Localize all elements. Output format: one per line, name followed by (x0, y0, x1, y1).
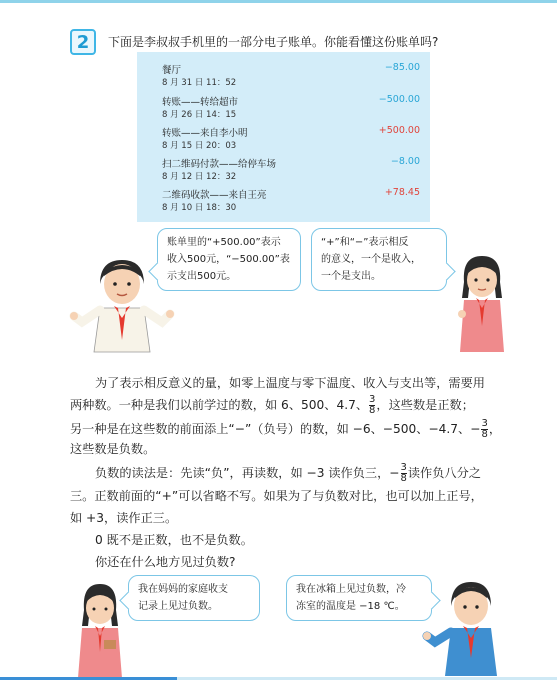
paragraph-line: 三。正数前面的“+”可以省略不写。如果为了与负数对比，也可以加上正号， (70, 489, 483, 503)
paragraph-line: 这些数是负数。 (70, 442, 156, 456)
fraction-numerator: 3 (481, 418, 488, 429)
fraction (481, 419, 487, 440)
bill-entry-time: 8 月 15 日 20：03 (162, 141, 237, 151)
bill-entry (162, 94, 420, 124)
bubble-line: 示支出500元。 (167, 271, 237, 282)
top-rule (0, 0, 557, 3)
bill-entry-amount: +78.45 (384, 187, 420, 198)
bubble-line: 我在冰箱上见过负数，冷 (296, 584, 406, 595)
text-run: 两种数。一种是我们以前学过的数，如 6、500、4.7、 (70, 398, 369, 412)
bill-entry-amount: −500.00 (378, 94, 420, 105)
problem-number-badge: 2 (70, 29, 96, 55)
bill-entry-amount: −85.00 (384, 62, 420, 73)
bubble-line: 账单里的“+500.00”表示 (167, 237, 281, 248)
girl-illustration (452, 252, 512, 357)
bill-entry-time: 8 月 10 日 18：30 (162, 203, 237, 213)
bill-entry (162, 62, 420, 92)
speech-bubble-girl-bottom (128, 575, 260, 621)
bill-entry-amount: −8.00 (390, 156, 420, 167)
bill-entry-time: 8 月 26 日 14：15 (162, 110, 237, 120)
paragraph-line (70, 394, 474, 416)
paragraph-line: 如 +3，读作正三。 (70, 511, 178, 525)
fraction-numerator: 3 (369, 394, 376, 405)
bill-entry-desc: 转账——转给超市 (162, 97, 239, 108)
bill-entry (162, 156, 420, 186)
bill-entry-time: 8 月 12 日 12：32 (162, 172, 237, 182)
text-run: ， (488, 422, 502, 436)
text-run: 读作负八分之 (407, 466, 481, 480)
fraction-numerator: 3 (400, 462, 407, 473)
bubble-line: 的意义，一个是收入， (321, 254, 421, 265)
bubble-line: 收入500元，“−500.00”表 (167, 254, 290, 265)
bill-entry-desc: 扫二维码付款——给停车场 (162, 159, 277, 170)
fraction (401, 463, 407, 484)
bubble-line: 我在妈妈的家庭收支 (138, 584, 228, 595)
bill-entry-desc: 二维码收款——来自王亮 (162, 190, 267, 201)
paragraph-line: 为了表示相反意义的量，如零上温度与零下温度、收入与支出等，需要用 (95, 376, 485, 390)
text-run: 另一种是在这些数的前面添上“−”（负号）的数，如 −6、−500、−4.7、− (70, 422, 481, 436)
speech-bubble-girl-top (311, 228, 447, 291)
speech-bubble-boy-top (157, 228, 301, 291)
fraction-denominator: 8 (400, 473, 407, 484)
bill-entry (162, 125, 420, 155)
bubble-line: “+”和“−”表示相反 (321, 237, 409, 248)
fraction-denominator: 8 (369, 405, 376, 416)
bubble-line: 一个是支出。 (321, 271, 381, 282)
bubble-line: 冻室的温度是 −18 ℃。 (296, 601, 405, 612)
fraction-denominator: 8 (481, 429, 488, 440)
girl-illustration-bottom (70, 582, 130, 678)
bill-entry-desc: 餐厅 (162, 65, 182, 76)
bill-entry-amount: +500.00 (378, 125, 420, 136)
problem-question: 下面是李叔叔手机里的一部分电子账单。你能看懂这份账单吗? (108, 35, 439, 49)
bill-entry-time: 8 月 31 日 11：52 (162, 78, 237, 88)
boy-illustration-bottom (425, 578, 515, 676)
text-run: ，这些数是正数； (376, 398, 474, 412)
paragraph-line (70, 418, 501, 440)
paragraph-line: 你还在什么地方见过负数? (95, 555, 236, 569)
bill-entry-desc: 转账——来自李小明 (162, 128, 248, 139)
paragraph-line (95, 462, 481, 484)
bubble-line: 记录上见过负数。 (138, 601, 218, 612)
text-run: 负数的读法是：先读“负”，再读数，如 −3 读作负三，− (95, 466, 400, 480)
fraction (369, 395, 375, 416)
speech-bubble-boy-bottom (286, 575, 432, 621)
bill-entry (162, 187, 420, 217)
electronic-bill (137, 52, 430, 222)
paragraph-line: 0 既不是正数，也不是负数。 (95, 533, 253, 547)
